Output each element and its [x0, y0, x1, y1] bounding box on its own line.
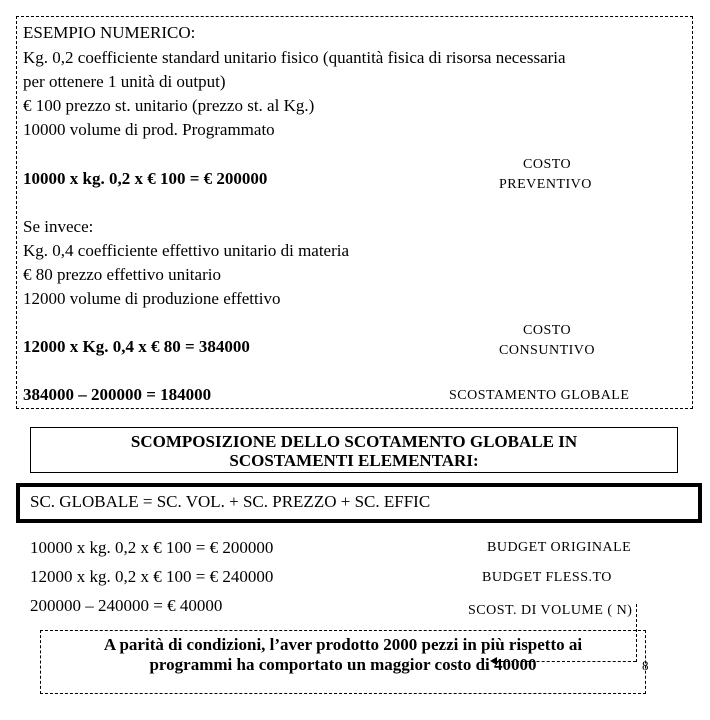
label-costo-2: COSTO	[523, 323, 572, 338]
note-line-2: programmi ha comportato un maggior costo di 40000	[149, 655, 537, 674]
label-costo-1: COSTO	[523, 157, 572, 172]
label-scostamento-globale: SCOSTAMENTO GLOBALE	[449, 388, 630, 403]
if-heading: Se invece:	[23, 217, 94, 236]
example-line-2: per ottenere 1 unità di output)	[23, 72, 226, 91]
budget-row-3: 200000 – 240000 = € 40000	[30, 596, 223, 615]
example-line-3: € 100 prezzo st. unitario (prezzo st. al Kg.)	[23, 96, 315, 115]
calc-preventivo: 10000 x kg. 0,2 x € 100 = € 200000	[23, 169, 268, 188]
section-title-line-1: SCOMPOSIZIONE DELLO SCOTAMENTO GLOBALE IN	[130, 432, 578, 451]
example-line-7: 12000 volume di produzione effettivo	[23, 289, 281, 308]
note-line-1: A parità di condizioni, l’aver prodotto 2000 pezzi in più rispetto ai	[103, 635, 583, 654]
label-preventivo: PREVENTIVO	[499, 177, 592, 192]
budget-row-2: 12000 x kg. 0,2 x € 100 = € 240000	[30, 567, 274, 586]
calc-consuntivo: 12000 x Kg. 0,4 x € 80 = 384000	[23, 337, 250, 356]
section-title-box	[30, 427, 678, 473]
note-box	[40, 630, 646, 694]
budget-row-1: 10000 x kg. 0,2 x € 100 = € 200000	[30, 538, 274, 557]
example-line-6: € 80 prezzo effettivo unitario	[23, 265, 221, 284]
budget-row-2-label: BUDGET FLESS.TO	[482, 570, 612, 585]
budget-row-1-label: BUDGET ORIGINALE	[487, 540, 632, 555]
formula-text: SC. GLOBALE = SC. VOL. + SC. PREZZO + SC. EFFIC	[30, 492, 431, 511]
example-heading: ESEMPIO NUMERICO:	[23, 23, 196, 42]
example-line-4: 10000 volume di prod. Programmato	[23, 120, 275, 139]
section-title-line-2: SCOSTAMENTI ELEMENTARI:	[229, 451, 479, 470]
example-line-5: Kg. 0,4 coefficiente effettivo unitario di materia	[23, 241, 350, 260]
calc-global: 384000 – 200000 = 184000	[23, 385, 212, 404]
label-consuntivo: CONSUNTIVO	[499, 343, 595, 358]
page-number: 8	[642, 658, 649, 673]
budget-row-3-label: SCOST. DI VOLUME ( N)	[468, 603, 633, 618]
example-line-1: Kg. 0,2 coefficiente standard unitario fisico (quantità fisica di risorsa necessaria	[23, 48, 566, 67]
